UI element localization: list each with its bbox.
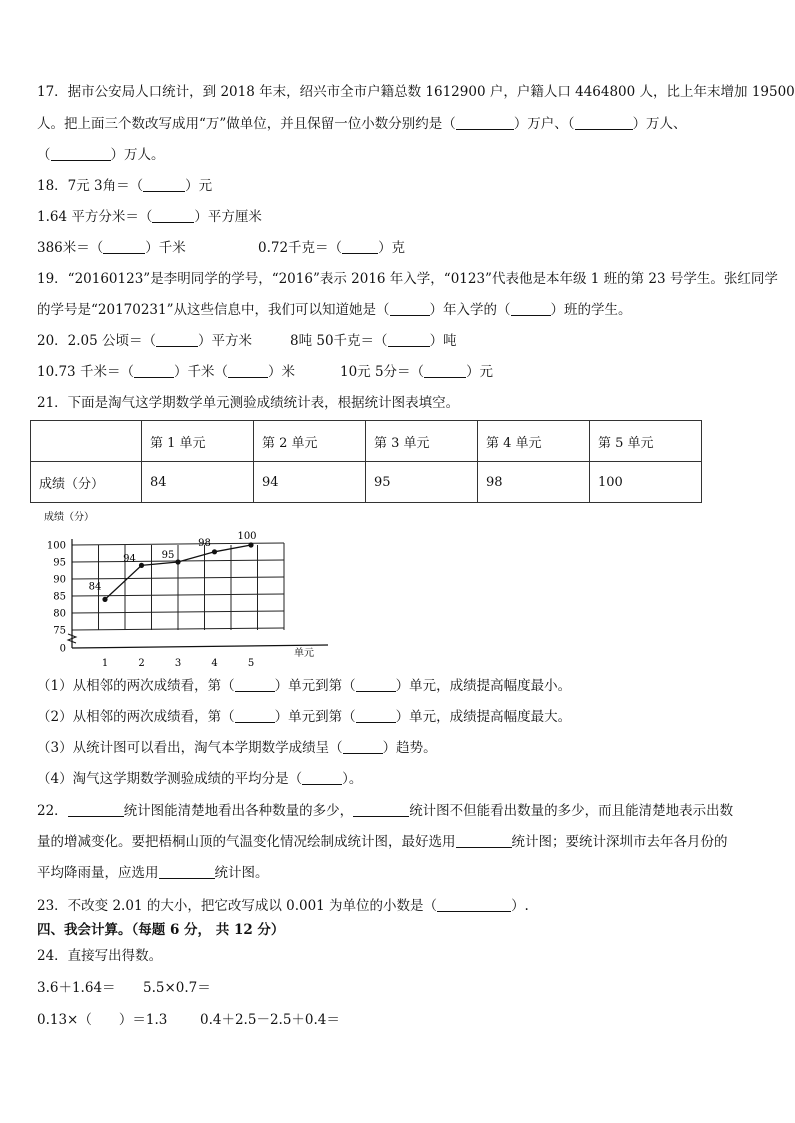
data-label: 100	[237, 531, 257, 542]
q17-text-c: ）万人、	[632, 116, 687, 132]
q20-a-unit: ）平方米	[198, 333, 253, 349]
q17-line1: 17．据市公安局人口统计，到 2018 年末，绍兴市全市户籍总数 1612900 户，户籍人口 4464800 人，比上年末增加 19500	[37, 84, 795, 100]
q18-a-text: 18．7元 3角＝（	[37, 178, 144, 194]
x-tick-label: 3	[174, 658, 182, 669]
y-tick-label: 90	[53, 574, 66, 586]
data-point	[212, 549, 217, 554]
q18-b-text: 1.64 平方分米＝（	[37, 209, 153, 225]
q21-sub3-a: （3）从统计图可以看出，淘气本学期数学成绩呈（	[37, 740, 343, 756]
q19-text-c: ）班的学生。	[550, 302, 632, 318]
q20-b-text: 8吨 50千克＝（	[290, 333, 388, 349]
q18-c-unit: ）千米	[145, 240, 186, 256]
q18-b-blank[interactable]	[152, 208, 194, 223]
table-header-row	[31, 421, 702, 462]
q21-sub1-blank-1[interactable]	[235, 677, 275, 692]
table-header-cell: 第 2 单元	[254, 421, 366, 462]
q20-b-unit: ）吨	[429, 333, 457, 349]
q23-blank[interactable]	[437, 897, 511, 912]
table-cell: 95	[366, 462, 478, 503]
q22-blank-2[interactable]	[353, 802, 409, 817]
x-axis-label: 单元	[294, 648, 314, 659]
q24-expr-2: 5.5×0.7＝	[143, 980, 211, 996]
q24-intro: 24．直接写出得数。	[37, 948, 163, 964]
q17-text-b: ）万户、（	[513, 116, 575, 132]
q18-a-unit: ）元	[185, 178, 213, 194]
x-tick-label: 1	[101, 658, 109, 669]
q20-a-blank[interactable]	[156, 332, 198, 347]
scores-table	[30, 420, 702, 503]
q20-c-blank-1[interactable]	[134, 363, 174, 378]
section-4-heading: 四、我会计算。（每题 6 分， 共 12 分）	[37, 922, 285, 938]
q20-c-text: 10.73 千米＝（	[37, 364, 134, 380]
q22-text-f: 平均降雨量，应选用	[37, 865, 159, 881]
data-label: 98	[198, 537, 211, 549]
q21-sub4-blank[interactable]	[302, 770, 342, 785]
q22-num: 22．	[37, 803, 68, 819]
q21-sub2-b: ）单元到第（	[274, 709, 356, 725]
q17-text-d: （	[37, 147, 51, 163]
q19-line2	[37, 300, 632, 320]
q22-text-g: 统计图。	[214, 865, 269, 881]
y-axis-label: 成绩（分）	[44, 512, 94, 523]
q22-text-d: 量的增减变化。要把梧桐山顶的气温变化情况绘制成统计图，最好选用	[37, 834, 456, 850]
data-point	[102, 597, 107, 602]
q20-d-blank[interactable]	[424, 363, 466, 378]
q23-text-a: 23．不改变 2.01 的大小，把它改写成以 0.001 为单位的小数是（	[37, 898, 438, 914]
table-row	[31, 462, 702, 503]
q17-line3	[37, 145, 165, 165]
q19-line1: 19．“20160123”是李明同学的学号，“2016”表示 2016 年入学，“0123”代表他是本年级 1 班的第 23 号学生。张红同学	[37, 271, 778, 287]
q17-text-e: ）万人。	[110, 147, 165, 163]
table-header-cell: 第 4 单元	[478, 421, 590, 462]
q21-sub1-c: ）单元，成绩提高幅度最小。	[395, 678, 572, 694]
y-tick-label: 0	[59, 643, 66, 655]
q22-line3	[37, 863, 269, 883]
q18-d-text: 0.72千克＝（	[258, 240, 343, 256]
q18-d-unit: ）克	[378, 240, 406, 256]
q18-line2	[37, 207, 262, 227]
q24-expr-3: 0.13×（ ）＝1.3	[37, 1012, 168, 1028]
q21-sub2-blank-2[interactable]	[356, 708, 396, 723]
data-label: 94	[123, 553, 136, 565]
q21-intro: 21．下面是淘气这学期数学单元测验成绩统计表，根据统计图表填空。	[37, 395, 460, 411]
q17-blank-3[interactable]	[51, 146, 111, 161]
q22-text-c: 统计图不但能看出数量的多少，而且能清楚地表示出数	[409, 803, 734, 819]
q21-sub3-blank[interactable]	[343, 739, 383, 754]
q22-line1	[37, 801, 733, 821]
y-tick-label: 80	[53, 608, 66, 620]
q20-b-blank[interactable]	[388, 332, 430, 347]
q20-c-blank-2[interactable]	[228, 363, 268, 378]
q19-text-a: 的学号是“20170231”从这些信息中，我们可以知道她是（	[37, 302, 390, 318]
q18-line3	[37, 238, 186, 258]
q17-blank-2[interactable]	[575, 115, 633, 130]
table-cell: 98	[478, 462, 590, 503]
y-tick-label: 75	[53, 625, 66, 637]
q21-sub2-c: ）单元，成绩提高幅度最大。	[395, 709, 572, 725]
q19-blank-2[interactable]	[511, 301, 551, 316]
q21-sub2-blank-1[interactable]	[235, 708, 275, 723]
x-tick-label: 5	[247, 658, 255, 669]
x-tick-label: 4	[211, 658, 218, 669]
axis-break-icon	[68, 634, 76, 643]
q17-text-a: 人。把上面三个数改写成用“万”做单位，并且保留一位小数分别约是（	[37, 116, 456, 132]
q17-blank-1[interactable]	[456, 115, 514, 130]
q21-sub4-b: ）。	[342, 771, 363, 787]
table-header-cell	[31, 421, 142, 462]
q20-c-unit: ）米	[267, 364, 295, 380]
q19-blank-1[interactable]	[390, 301, 430, 316]
table-header-cell: 第 5 单元	[590, 421, 702, 462]
q23-line	[37, 896, 529, 916]
q21-sub2	[37, 707, 571, 727]
q24-expr-4: 0.4＋2.5－2.5＋0.4＝	[200, 1012, 340, 1028]
q21-sub1-a: （1）从相邻的两次成绩看，第（	[37, 678, 235, 694]
data-label: 84	[88, 581, 102, 593]
table-cell: 84	[142, 462, 254, 503]
y-tick-label: 95	[53, 557, 66, 569]
data-label: 95	[161, 550, 175, 561]
q18-a-blank[interactable]	[143, 177, 185, 192]
y-tick-label: 100	[46, 540, 66, 552]
q18-line1	[37, 176, 212, 196]
q24-expr-1: 3.6＋1.64＝	[37, 980, 116, 996]
q20-d-text: 10元 5分＝（	[340, 364, 425, 380]
q22-text-e: 统计图；要统计深圳市去年各月份的	[511, 834, 728, 850]
q22-blank-1[interactable]	[68, 802, 124, 817]
table-cell: 94	[254, 462, 366, 503]
q18-line3b	[258, 238, 405, 258]
x-tick-label: 2	[138, 658, 145, 669]
q20-c-mid: ）千米（	[173, 364, 228, 380]
q21-sub2-a: （2）从相邻的两次成绩看，第（	[37, 709, 235, 725]
q18-b-unit: ）平方厘米	[194, 209, 262, 225]
q19-text-b: ）年入学的（	[429, 302, 511, 318]
q22-blank-3[interactable]	[456, 833, 512, 848]
x-axis	[72, 645, 328, 648]
q18-c-text: 386米＝（	[37, 240, 104, 256]
q22-text-b: 统计图能清楚地看出各种数量的多少，	[123, 803, 354, 819]
q18-d-blank[interactable]	[342, 239, 378, 254]
q20-line1b	[290, 331, 457, 351]
table-header-cell: 第 1 单元	[142, 421, 254, 462]
q21-sub4	[37, 769, 362, 789]
q22-line2	[37, 832, 728, 852]
q18-c-blank[interactable]	[103, 239, 145, 254]
q21-sub4-a: （4）淘气这学期数学测验成绩的平均分是（	[37, 771, 303, 787]
table-cell: 100	[590, 462, 702, 503]
data-point	[175, 559, 180, 564]
table-header-cell: 第 3 单元	[366, 421, 478, 462]
q20-d-unit: ）元	[466, 364, 494, 380]
y-tick-label: 85	[53, 591, 66, 603]
data-point	[139, 563, 144, 568]
q23-text-b: ）.	[511, 898, 529, 914]
q21-sub3-b: ）趋势。	[382, 740, 437, 756]
q20-line1	[37, 331, 252, 351]
q22-blank-4[interactable]	[159, 864, 215, 879]
table-row-label: 成绩（分）	[31, 462, 142, 503]
q21-sub3	[37, 738, 437, 758]
q21-sub1-blank-2[interactable]	[356, 677, 396, 692]
data-point	[248, 542, 253, 547]
q21-sub1-b: ）单元到第（	[274, 678, 356, 694]
q21-sub1	[37, 676, 571, 696]
q17-line2	[37, 114, 687, 134]
q20-line2	[37, 362, 295, 382]
q20-a-text: 20．2.05 公顷＝（	[37, 333, 157, 349]
q20-line2b	[340, 362, 493, 382]
score-line-chart	[30, 508, 340, 669]
